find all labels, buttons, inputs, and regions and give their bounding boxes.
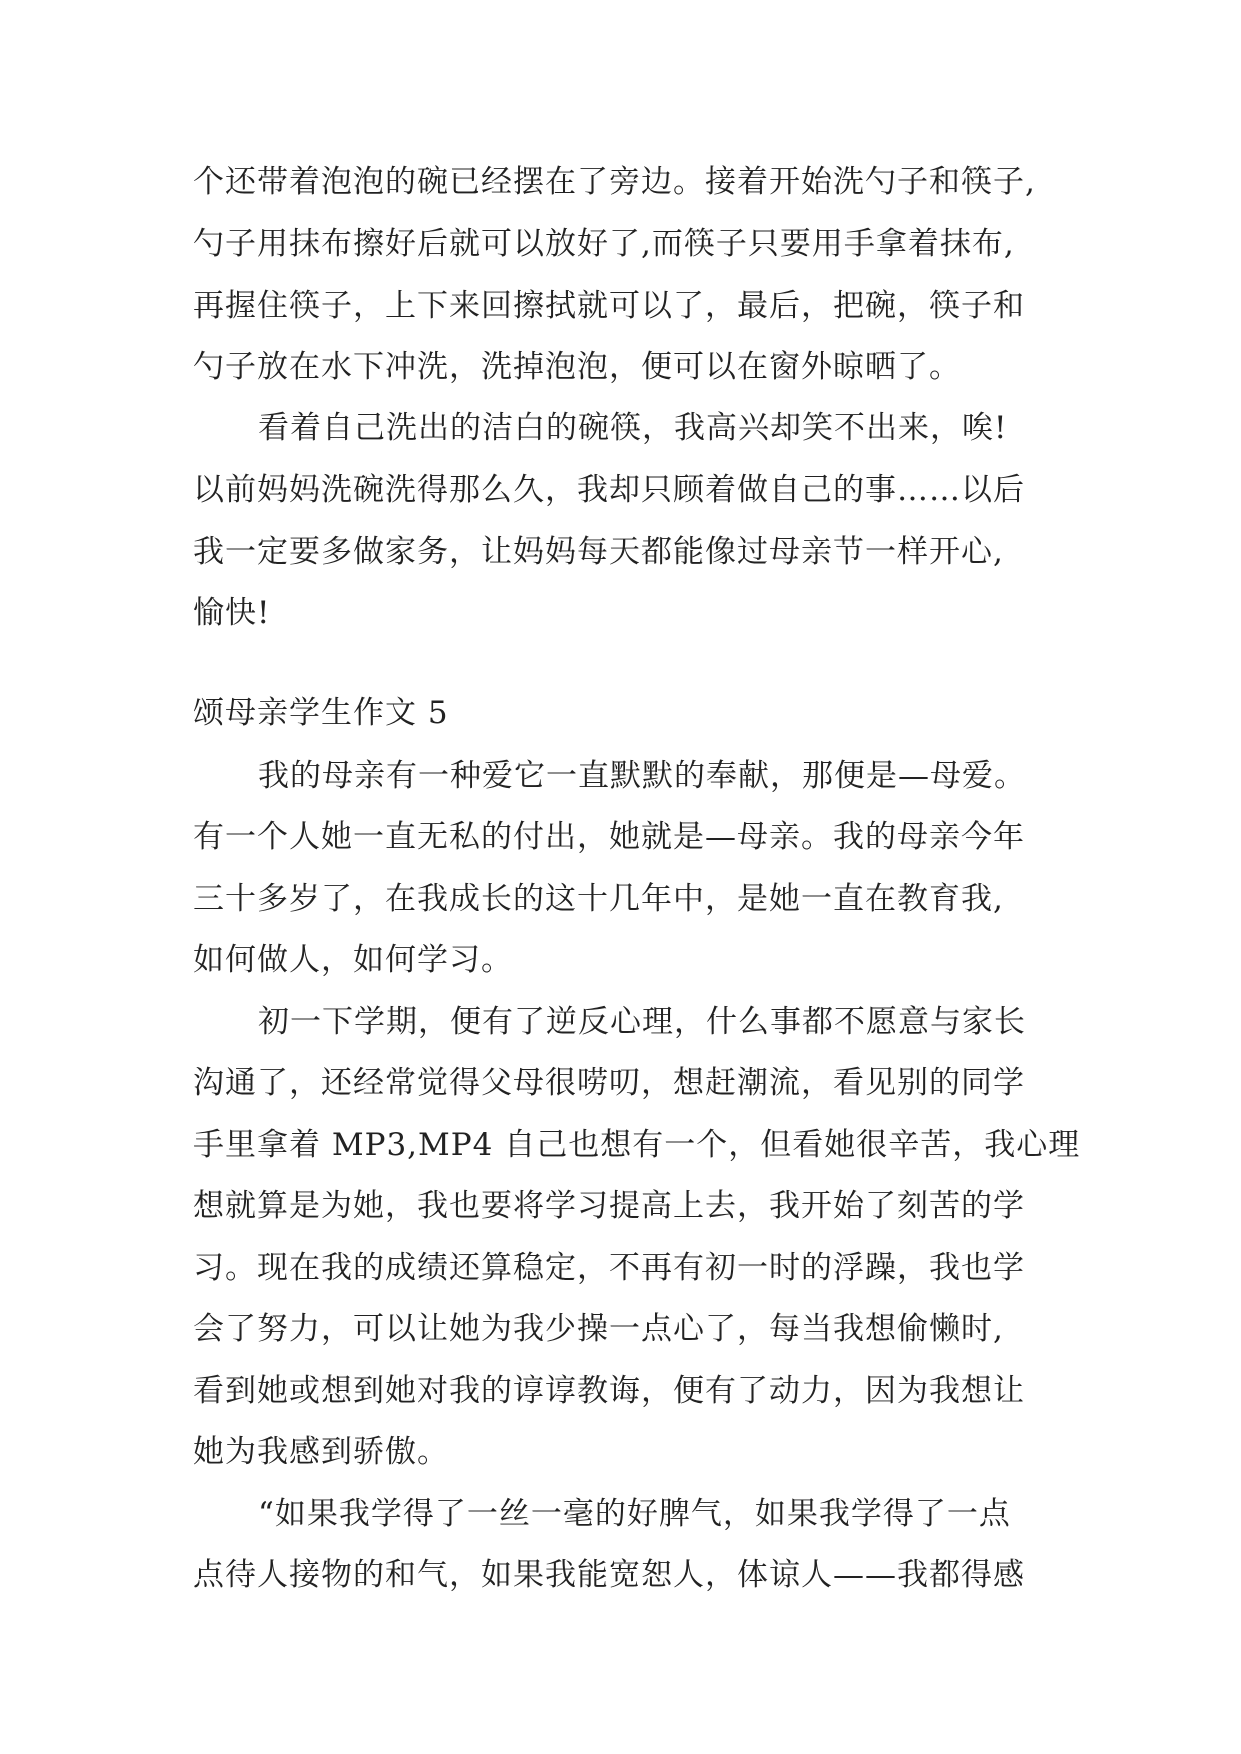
paragraph-5-line-2: 点待人接物的和气，如果我能宽恕人，体谅人——我都得感 [193, 1557, 1025, 1593]
paragraph-4-line-8: 她为我感到骄傲。 [193, 1434, 449, 1470]
paragraph-3-line-1: 我的母亲有一种爱它一直默默的奉献，那便是—母爱。 [258, 758, 1026, 794]
paragraph-4-line-2: 沟通了，还经常觉得父母很唠叨，想赶潮流，看见别的同学 [193, 1065, 1025, 1101]
paragraph-4-line-7: 看到她或想到她对我的谆谆教诲，便有了动力，因为我想让 [193, 1373, 1025, 1409]
paragraph-3-line-2: 有一个人她一直无私的付出，她就是—母亲。我的母亲今年 [193, 819, 1025, 855]
paragraph-3-line-3: 三十多岁了，在我成长的这十几年中，是她一直在教育我, [193, 881, 1004, 917]
paragraph-2-line-4: 愉快! [193, 595, 271, 631]
paragraph-2-line-3: 我一定要多做家务，让妈妈每天都能像过母亲节一样开心, [193, 534, 1004, 570]
paragraph-1-line-1: 个还带着泡泡的碗已经摆在了旁边。接着开始洗勺子和筷子, [193, 164, 1036, 200]
paragraph-4-line-1: 初一下学期，便有了逆反心理，什么事都不愿意与家长 [258, 1004, 1026, 1040]
paragraph-4-line-6: 会了努力，可以让她为我少操一点心了，每当我想偷懒时, [193, 1311, 1004, 1347]
section-title: 颂母亲学生作文 5 [193, 695, 449, 731]
paragraph-1-line-2: 勺子用抹布擦好后就可以放好了,而筷子只要用手拿着抹布, [193, 226, 1015, 262]
paragraph-1-line-4: 勺子放在水下冲洗，洗掉泡泡，便可以在窗外晾晒了。 [193, 349, 961, 385]
paragraph-4-line-3: 手里拿着 MP3,MP4 自己也想有一个，但看她很辛苦，我心理 [193, 1127, 1081, 1163]
paragraph-5-line-1: “如果我学得了一丝一毫的好脾气，如果我学得了一点 [258, 1496, 1011, 1532]
paragraph-4-line-5: 习。现在我的成绩还算稳定，不再有初一时的浮躁，我也学 [193, 1250, 1025, 1286]
paragraph-3-line-4: 如何做人，如何学习。 [193, 942, 513, 978]
paragraph-1-line-3: 再握住筷子，上下来回擦拭就可以了，最后，把碗，筷子和 [193, 288, 1025, 324]
paragraph-4-line-4: 想就算是为她，我也要将学习提高上去，我开始了刻苦的学 [193, 1188, 1025, 1224]
paragraph-2-line-1: 看着自己洗出的洁白的碗筷，我高兴却笑不出来，唉! [258, 410, 1008, 446]
paragraph-2-line-2: 以前妈妈洗碗洗得那么久，我却只顾着做自己的事……以后 [193, 472, 1025, 508]
